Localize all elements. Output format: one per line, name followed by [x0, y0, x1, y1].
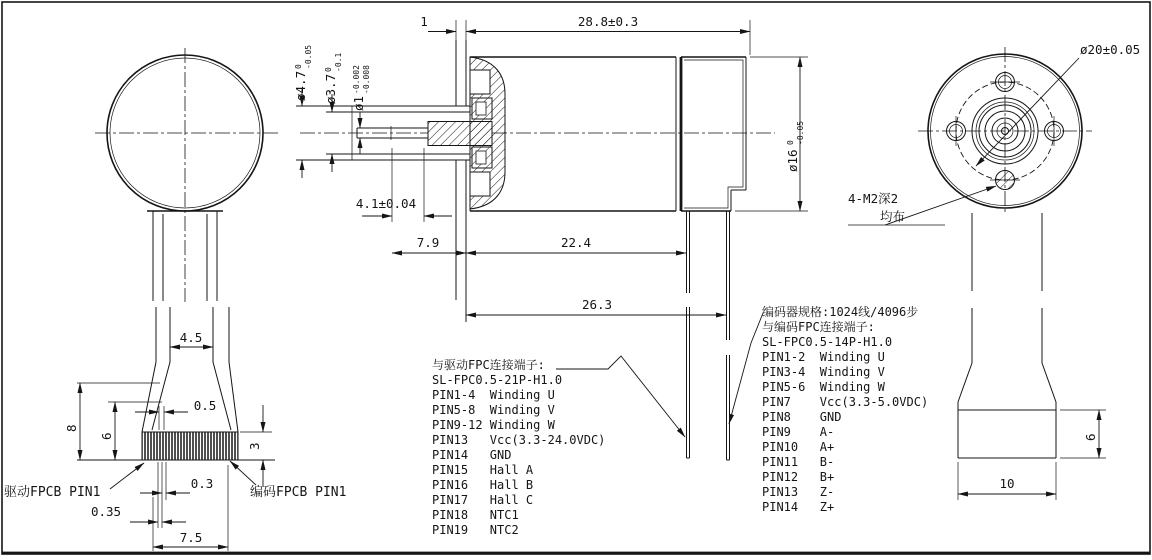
- front-view: [95, 48, 278, 302]
- pin-line: PIN14 Z+: [762, 500, 835, 514]
- encoder-fpcb-pin1-label: 编码FPCB PIN1: [250, 485, 347, 500]
- pin-line: PIN9 A-: [762, 425, 835, 439]
- dim-shaft-ext: 4.1±0.04: [355, 196, 417, 211]
- dim-tail-height: 6: [1083, 433, 1098, 441]
- dim-tail-width: 10: [999, 476, 1015, 491]
- dim-finger-width: 0.3: [190, 476, 214, 491]
- fpc-finger-band: [142, 432, 238, 460]
- dim-total-length: 28.8±0.3: [577, 14, 639, 29]
- drive-fpc-pin-block: [432, 358, 605, 538]
- encoder-block-leader: [729, 313, 763, 424]
- pin-line: PIN9-12 Winding W: [432, 418, 555, 432]
- pin-line: PIN19 NTC2: [432, 523, 519, 537]
- pin-line: PIN18 NTC1: [432, 508, 519, 522]
- dim-finger-gap: 0.35: [90, 504, 122, 519]
- pin-line: 编码器规格:1024线/4096步: [762, 305, 919, 319]
- dim-body-od: ø160-0.05: [785, 120, 805, 172]
- pin-line: PIN1-2 Winding U: [762, 350, 885, 364]
- pin-line: PIN3-4 Winding V: [762, 365, 885, 379]
- pin-line: 与驱动FPC连接端子:: [432, 358, 545, 372]
- pin-line: SL-FPC0.5-14P-H1.0: [762, 335, 893, 349]
- pin-line: PIN10 A+: [762, 440, 835, 454]
- pin-line: PIN13 Z-: [762, 485, 835, 499]
- dim-bolt-circle: ø20±0.05: [1080, 42, 1141, 57]
- fpc-tails: [687, 211, 730, 460]
- dim-finger-pitch: 0.5: [193, 398, 217, 413]
- pin-line: 与编码FPC连接端子:: [762, 320, 875, 334]
- dim-front-fpc-thickness: 1: [420, 14, 428, 29]
- pin-line: PIN13 Vcc(3.3-24.0VDC): [432, 433, 606, 447]
- pin-line: PIN7 Vcc(3.3-5.0VDC): [762, 395, 929, 409]
- pin-line: PIN15 Hall A: [432, 463, 534, 477]
- pin-line: PIN14 GND: [432, 448, 512, 462]
- pin-line: PIN1-4 Winding U: [432, 388, 555, 402]
- pin-line: PIN8 GND: [762, 410, 842, 424]
- mount-hole-note-2: 均布: [880, 209, 906, 224]
- dim-front-section: 7.9: [416, 235, 440, 250]
- dim-fpc-end-width: 7.5: [179, 530, 203, 545]
- dim-fpc-h2: 6: [99, 432, 114, 440]
- dim-fpc-h1: 8: [64, 424, 79, 432]
- pin-line: PIN17 Hall C: [432, 493, 534, 507]
- pin-line: SL-FPC0.5-21P-H1.0: [432, 373, 563, 387]
- encoder-fpc-pin-block: [762, 305, 928, 515]
- pin-line: PIN16 Hall B: [432, 478, 534, 492]
- dim-body-section: 22.4: [560, 235, 592, 250]
- drive-fpcb-pin1-label: 驱动FPCB PIN1: [4, 485, 101, 500]
- rear-fpc-tail: [958, 213, 1056, 458]
- pin-line: PIN11 B-: [762, 455, 835, 469]
- dim-fpc-neck-width: 4.5: [179, 330, 203, 345]
- dim-finger-height: 3: [247, 442, 262, 450]
- pin-line: PIN5-8 Winding V: [432, 403, 555, 417]
- dim-sleeve-od: ø4.70-0.05: [293, 44, 313, 101]
- dim-shaft-od: ø1-0.002-0.008: [351, 65, 371, 111]
- dim-rear-section: 26.3: [581, 297, 613, 312]
- dim-sleeve-id: ø3.70-0.1: [323, 52, 343, 104]
- pin-line: PIN12 B+: [762, 470, 835, 484]
- pin-line: PIN5-6 Winding W: [762, 380, 885, 394]
- mount-hole-note-1: 4-M2深2: [848, 191, 899, 206]
